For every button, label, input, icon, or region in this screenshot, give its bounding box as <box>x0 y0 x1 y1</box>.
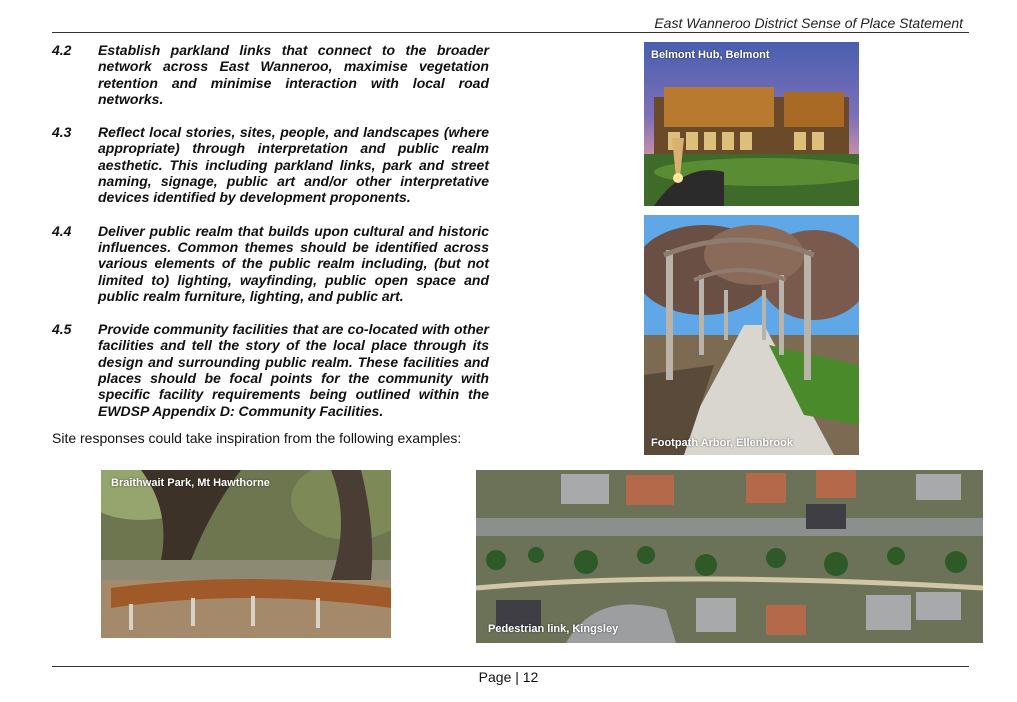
objective-number: 4.4 <box>52 222 72 239</box>
document-header-title: East Wanneroo District Sense of Place Statement <box>654 15 963 31</box>
objective-number: 4.3 <box>52 124 72 141</box>
objectives-list <box>52 42 489 436</box>
objective-item <box>52 124 489 205</box>
page-number: Page | 12 <box>478 669 539 685</box>
objective-number: 4.5 <box>52 321 72 338</box>
objective-item <box>52 223 489 304</box>
photo-caption: Footpath Arbor, Ellenbrook <box>651 437 793 449</box>
objective-item <box>52 321 489 419</box>
objective-text: Provide community facilities that are co-located with other facilities and tell the story of the local place through its design and surrounding public realm. These facilities and places should be focal points for the community with specific facility requirements being outlined within the EWDSP Appendix D: Community Facilities. <box>98 321 489 419</box>
objective-text: Establish parkland links that connect to the broader network across East Wanneroo, maximise vegetation retention and minimise interaction with local road networks. <box>98 42 489 107</box>
pedestrian-link-photo <box>476 470 983 643</box>
objective-text: Deliver public realm that builds upon cultural and historic influences. Common themes should be identified across various elements of the public realm including, (but not limited to) lighting, wayfinding, public open space and public realm furniture, lighting, and public art. <box>98 222 489 304</box>
photo-caption: Braithwait Park, Mt Hawthorne <box>111 477 270 489</box>
objective-text: Reflect local stories, sites, people, and landscapes (where appropriate) through interpretation and public realm aesthetic. This including parkland links, park and street naming, signage, public art and/or other interpretative devices identified by development proponents. <box>98 124 489 206</box>
photo-caption: Belmont Hub, Belmont <box>651 49 770 61</box>
braithwait-park-photo <box>101 470 391 638</box>
header-divider <box>52 32 969 33</box>
photo-caption: Pedestrian link, Kingsley <box>488 623 619 635</box>
footpath-arbor-photo <box>644 215 859 455</box>
objective-number: 4.2 <box>52 42 72 58</box>
objective-item <box>52 42 489 107</box>
belmont-hub-photo <box>644 42 859 206</box>
examples-intro: Site responses could take inspiration from the following examples: <box>52 430 462 446</box>
footer-divider <box>52 666 969 667</box>
